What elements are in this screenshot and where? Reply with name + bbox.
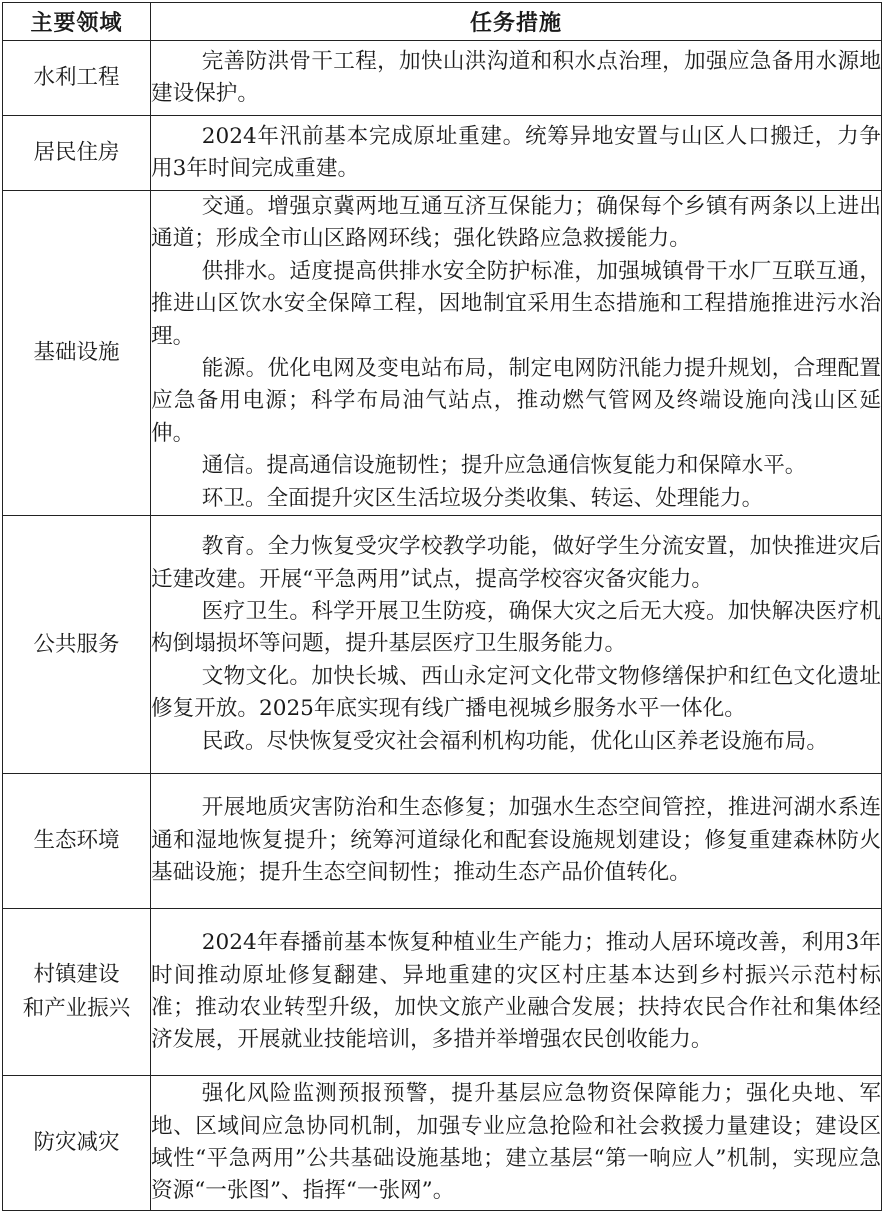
table-header-row [3, 3, 882, 41]
measure-cell [151, 41, 882, 116]
header-measures: 任务措施 [151, 3, 882, 41]
area-cell: 防灾减灾 [3, 1076, 151, 1211]
area-cell: 居民住房 [3, 116, 151, 191]
measure-paragraph: 环卫。全面提升灾区生活垃圾分类收集、转运、处理能力。 [201, 485, 764, 511]
area-cell: 生态环境 [3, 774, 151, 909]
measure-paragraph: 2024年汛前基本完成原址重建。统筹异地安置与山区人口搬迁，力争用3年时间完成重建。 [151, 123, 881, 181]
table-row [3, 41, 882, 116]
table-row [3, 191, 882, 516]
table-row [3, 116, 882, 191]
measure-paragraph: 强化风险监测预报预警，提升基层应急物资保障能力；强化央地、军地、区域间应急协同机制，加强专业应急抢险和社会救援力量建设；建设区域性“平急两用”公共基础设施基地；建立基层“第一响应人”机制，实现应急资源“一张图”、指挥“一张网”。 [151, 1081, 881, 1204]
measure-cell [151, 909, 882, 1076]
measure-paragraph: 民政。尽快恢复受灾社会福利机构功能，优化山区养老设施布局。 [201, 728, 828, 754]
measure-paragraph: 交通。增强京冀两地互通互济互保能力；确保每个乡镇有两条以上进出通道；形成全市山区路网环线；强化铁路应急救援能力。 [151, 194, 881, 252]
area-cell: 水利工程 [3, 41, 151, 116]
area-cell: 公共服务 [3, 516, 151, 774]
measure-cell [151, 774, 882, 909]
measure-paragraph: 医疗卫生。科学开展卫生防疫，确保大灾之后无大疫。加快解决医疗机构倒塌损坏等问题，提升基层医疗卫生服务能力。 [151, 598, 881, 657]
area-cell [3, 909, 151, 1076]
measure-paragraph: 开展地质灾害防治和生态修复；加强水生态空间管控，推进河湖水系连通和湿地恢复提升；统筹河道绿化和配套设施规划建设；修复重建森林防火基础设施；提升生态空间韧性；推动生态产品价值转化。 [151, 795, 881, 886]
recovery-measures-table [2, 2, 882, 1211]
table-row [3, 909, 882, 1076]
table-row [3, 1076, 882, 1211]
measure-cell [151, 516, 882, 774]
area-line: 村镇建设 [33, 962, 120, 988]
table-row [3, 516, 882, 774]
measure-paragraph: 供排水。适度提高供排水安全防护标准，加强城镇骨干水厂互联互通，推进山区饮水安全保障工程，因地制宜采用生态措施和工程措施推进污水治理。 [151, 258, 881, 349]
table-row [3, 774, 882, 909]
area-line: 和产业振兴 [22, 996, 131, 1022]
measure-cell [151, 116, 882, 191]
measure-paragraph: 能源。优化电网及变电站布局，制定电网防汛能力提升规划，合理配置应急备用电源；科学布局油气站点，推动燃气管网及终端设施向浅山区延伸。 [151, 356, 881, 446]
measure-paragraph: 2024年春播前基本恢复种植业生产能力；推动人居环境改善，利用3年时间推动原址修复翻建、异地重建的灾区村庄基本达到乡村振兴示范村标准；推动农业转型升级，加快文旅产业融合发展；扶持农民合作社和集体经济发展，开展就业技能培训，多措并举增强农民创收能力。 [151, 930, 881, 1053]
measure-paragraph: 教育。全力恢复受灾学校教学功能，做好学生分流安置，加快推进灾后迁建改建。开展“平急两用”试点，提高学校容灾备灾能力。 [151, 534, 881, 592]
area-cell: 基础设施 [3, 191, 151, 516]
measure-cell [151, 191, 882, 516]
measure-paragraph: 完善防洪骨干工程，加快山洪沟道和积水点治理，加强应急备用水源地建设保护。 [151, 48, 881, 106]
measure-cell [151, 1076, 882, 1211]
measure-paragraph: 通信。提高通信设施韧性；提升应急通信恢复能力和保障水平。 [201, 453, 807, 479]
header-area: 主要领域 [3, 3, 151, 41]
measure-paragraph: 文物文化。加快长城、西山永定河文化带文物修缮保护和红色文化遗址修复开放。2025年底实现有线广播电视城乡服务水平一体化。 [151, 663, 881, 722]
